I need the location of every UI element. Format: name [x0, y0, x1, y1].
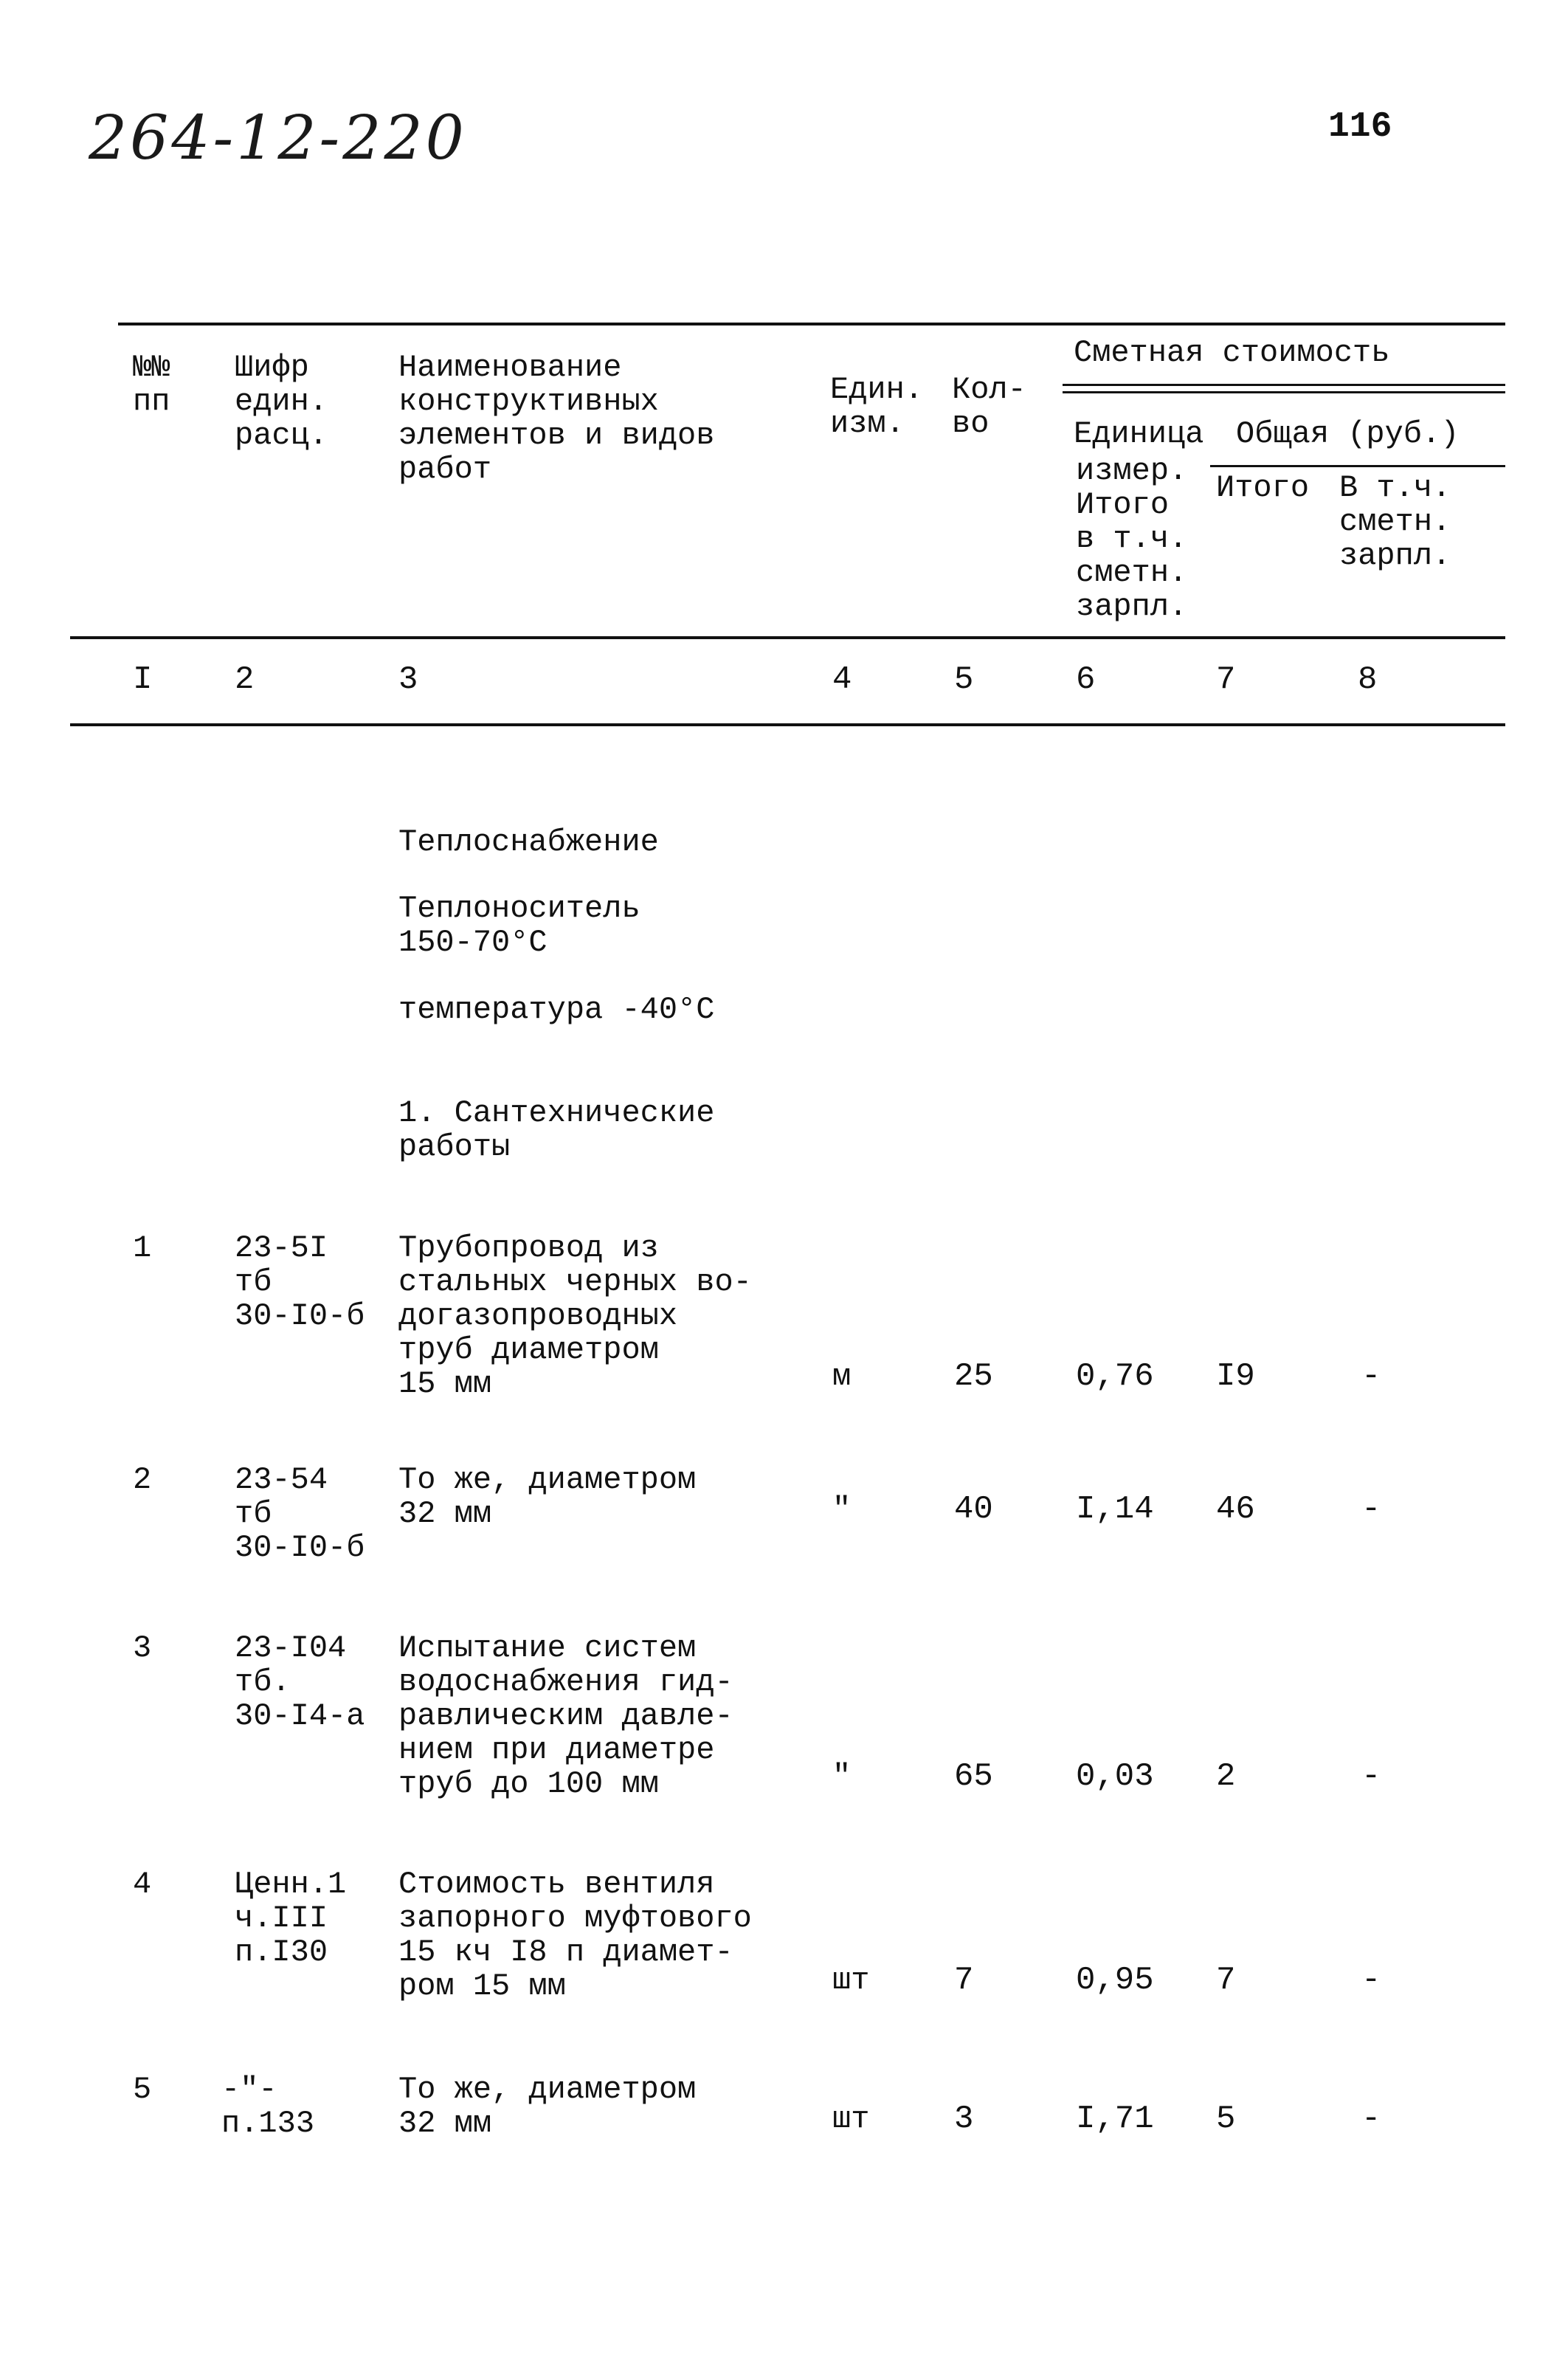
header-total-group: Общая (руб.) [1236, 416, 1460, 452]
row-5-number: 5 [133, 2072, 152, 2107]
row-4-name: Стоимость вентиля запорного муфтового 15 кч I8 п диамет- ром 15 мм [398, 1867, 752, 2004]
row-2-wages: - [1361, 1491, 1381, 1528]
row-3-quantity: 65 [954, 1758, 993, 1795]
header-unit-price: измер. Итого в т.ч. сметн. зарпл. [1076, 453, 1188, 624]
row-3-code: 23-I04 тб. 30-I4-а [235, 1630, 365, 1734]
header-rate-code: Шифр един. расц. [235, 350, 328, 453]
row-2-number: 2 [133, 1462, 152, 1498]
section-title: Теплоснабжение [398, 824, 659, 860]
row-1-quantity: 25 [954, 1358, 993, 1395]
header-wages: В т.ч. сметн. зарпл. [1339, 470, 1451, 573]
row-1-unit: м [832, 1359, 852, 1394]
subsection-title: 1. Сантехнические работы [398, 1095, 715, 1165]
row-3-wages: - [1361, 1758, 1381, 1795]
section-temperature: температура -40°С [398, 992, 715, 1027]
row-5-unit-price: I,71 [1076, 2101, 1154, 2137]
page-number: 116 [1328, 107, 1392, 147]
row-3-number: 3 [133, 1630, 152, 1666]
row-4-wages: - [1361, 1962, 1381, 1999]
row-2-code: 23-54 тб 30-I0-б [235, 1462, 365, 1565]
section-heat-carrier: Теплоноситель 150-70°С [398, 891, 640, 960]
row-2-total: 46 [1216, 1491, 1255, 1528]
total-group-rule [1210, 465, 1505, 467]
header-estimated-cost: Сметная стоимость [1074, 335, 1390, 371]
column-number-3: 3 [398, 661, 418, 698]
row-1-number: 1 [133, 1230, 152, 1266]
row-1-wages: - [1361, 1358, 1381, 1395]
row-5-total: 5 [1216, 2101, 1236, 2137]
row-5-quantity: 3 [954, 2101, 974, 2137]
header-unit: Един. изм. [830, 372, 924, 441]
header-work-name: Наименование конструктивных элементов и видов работ [398, 350, 715, 487]
column-number-5: 5 [954, 661, 974, 698]
row-3-total: 2 [1216, 1758, 1236, 1795]
header-bottom-rule [70, 636, 1505, 639]
document-number: 264-12-220 [89, 103, 467, 173]
row-3-name: Испытание систем водоснабжения гид- равлическим давле- нием при диаметре труб до 100 мм [398, 1630, 733, 1802]
row-4-code: Ценн.1 ч.III п.I30 [235, 1867, 347, 1970]
row-5-name: То же, диаметром 32 мм [398, 2072, 697, 2141]
column-number-6: 6 [1076, 661, 1096, 698]
row-1-code: 23-5I тб 30-I0-б [235, 1230, 365, 1334]
row-3-unit-price: 0,03 [1076, 1758, 1154, 1795]
column-number-8: 8 [1358, 661, 1378, 698]
row-4-number: 4 [133, 1867, 152, 1902]
header-total: Итого [1216, 470, 1310, 506]
table-top-rule [118, 323, 1505, 325]
column-number-4: 4 [832, 661, 852, 698]
row-5-code: -"- п.133 [221, 2072, 315, 2141]
row-4-unit-price: 0,95 [1076, 1962, 1154, 1999]
row-4-quantity: 7 [954, 1962, 974, 1999]
header-unit-group: Единица [1074, 416, 1204, 452]
row-5-wages: - [1361, 2101, 1381, 2137]
row-2-unit: " [832, 1492, 852, 1527]
row-5-unit: шт [832, 2101, 870, 2137]
header-quantity: Кол- во [952, 372, 1026, 441]
row-3-unit: " [832, 1759, 852, 1794]
row-2-quantity: 40 [954, 1491, 993, 1528]
row-1-name: Трубопровод из стальных черных во- догазопроводных труб диаметром 15 мм [398, 1230, 752, 1402]
row-4-total: 7 [1216, 1962, 1236, 1999]
row-1-unit-price: 0,76 [1076, 1358, 1154, 1395]
column-numbers-rule [70, 723, 1505, 726]
cost-group-rule-2 [1063, 391, 1505, 393]
column-number-7: 7 [1216, 661, 1236, 698]
column-number-1: I [133, 661, 153, 698]
row-1-total: I9 [1216, 1358, 1255, 1395]
column-number-2: 2 [235, 661, 255, 698]
row-2-unit-price: I,14 [1076, 1491, 1154, 1528]
header-row-number: №№ пп [133, 350, 170, 419]
row-4-unit: шт [832, 1963, 870, 1998]
row-2-name: То же, диаметром 32 мм [398, 1462, 697, 1532]
cost-group-rule [1063, 384, 1505, 386]
